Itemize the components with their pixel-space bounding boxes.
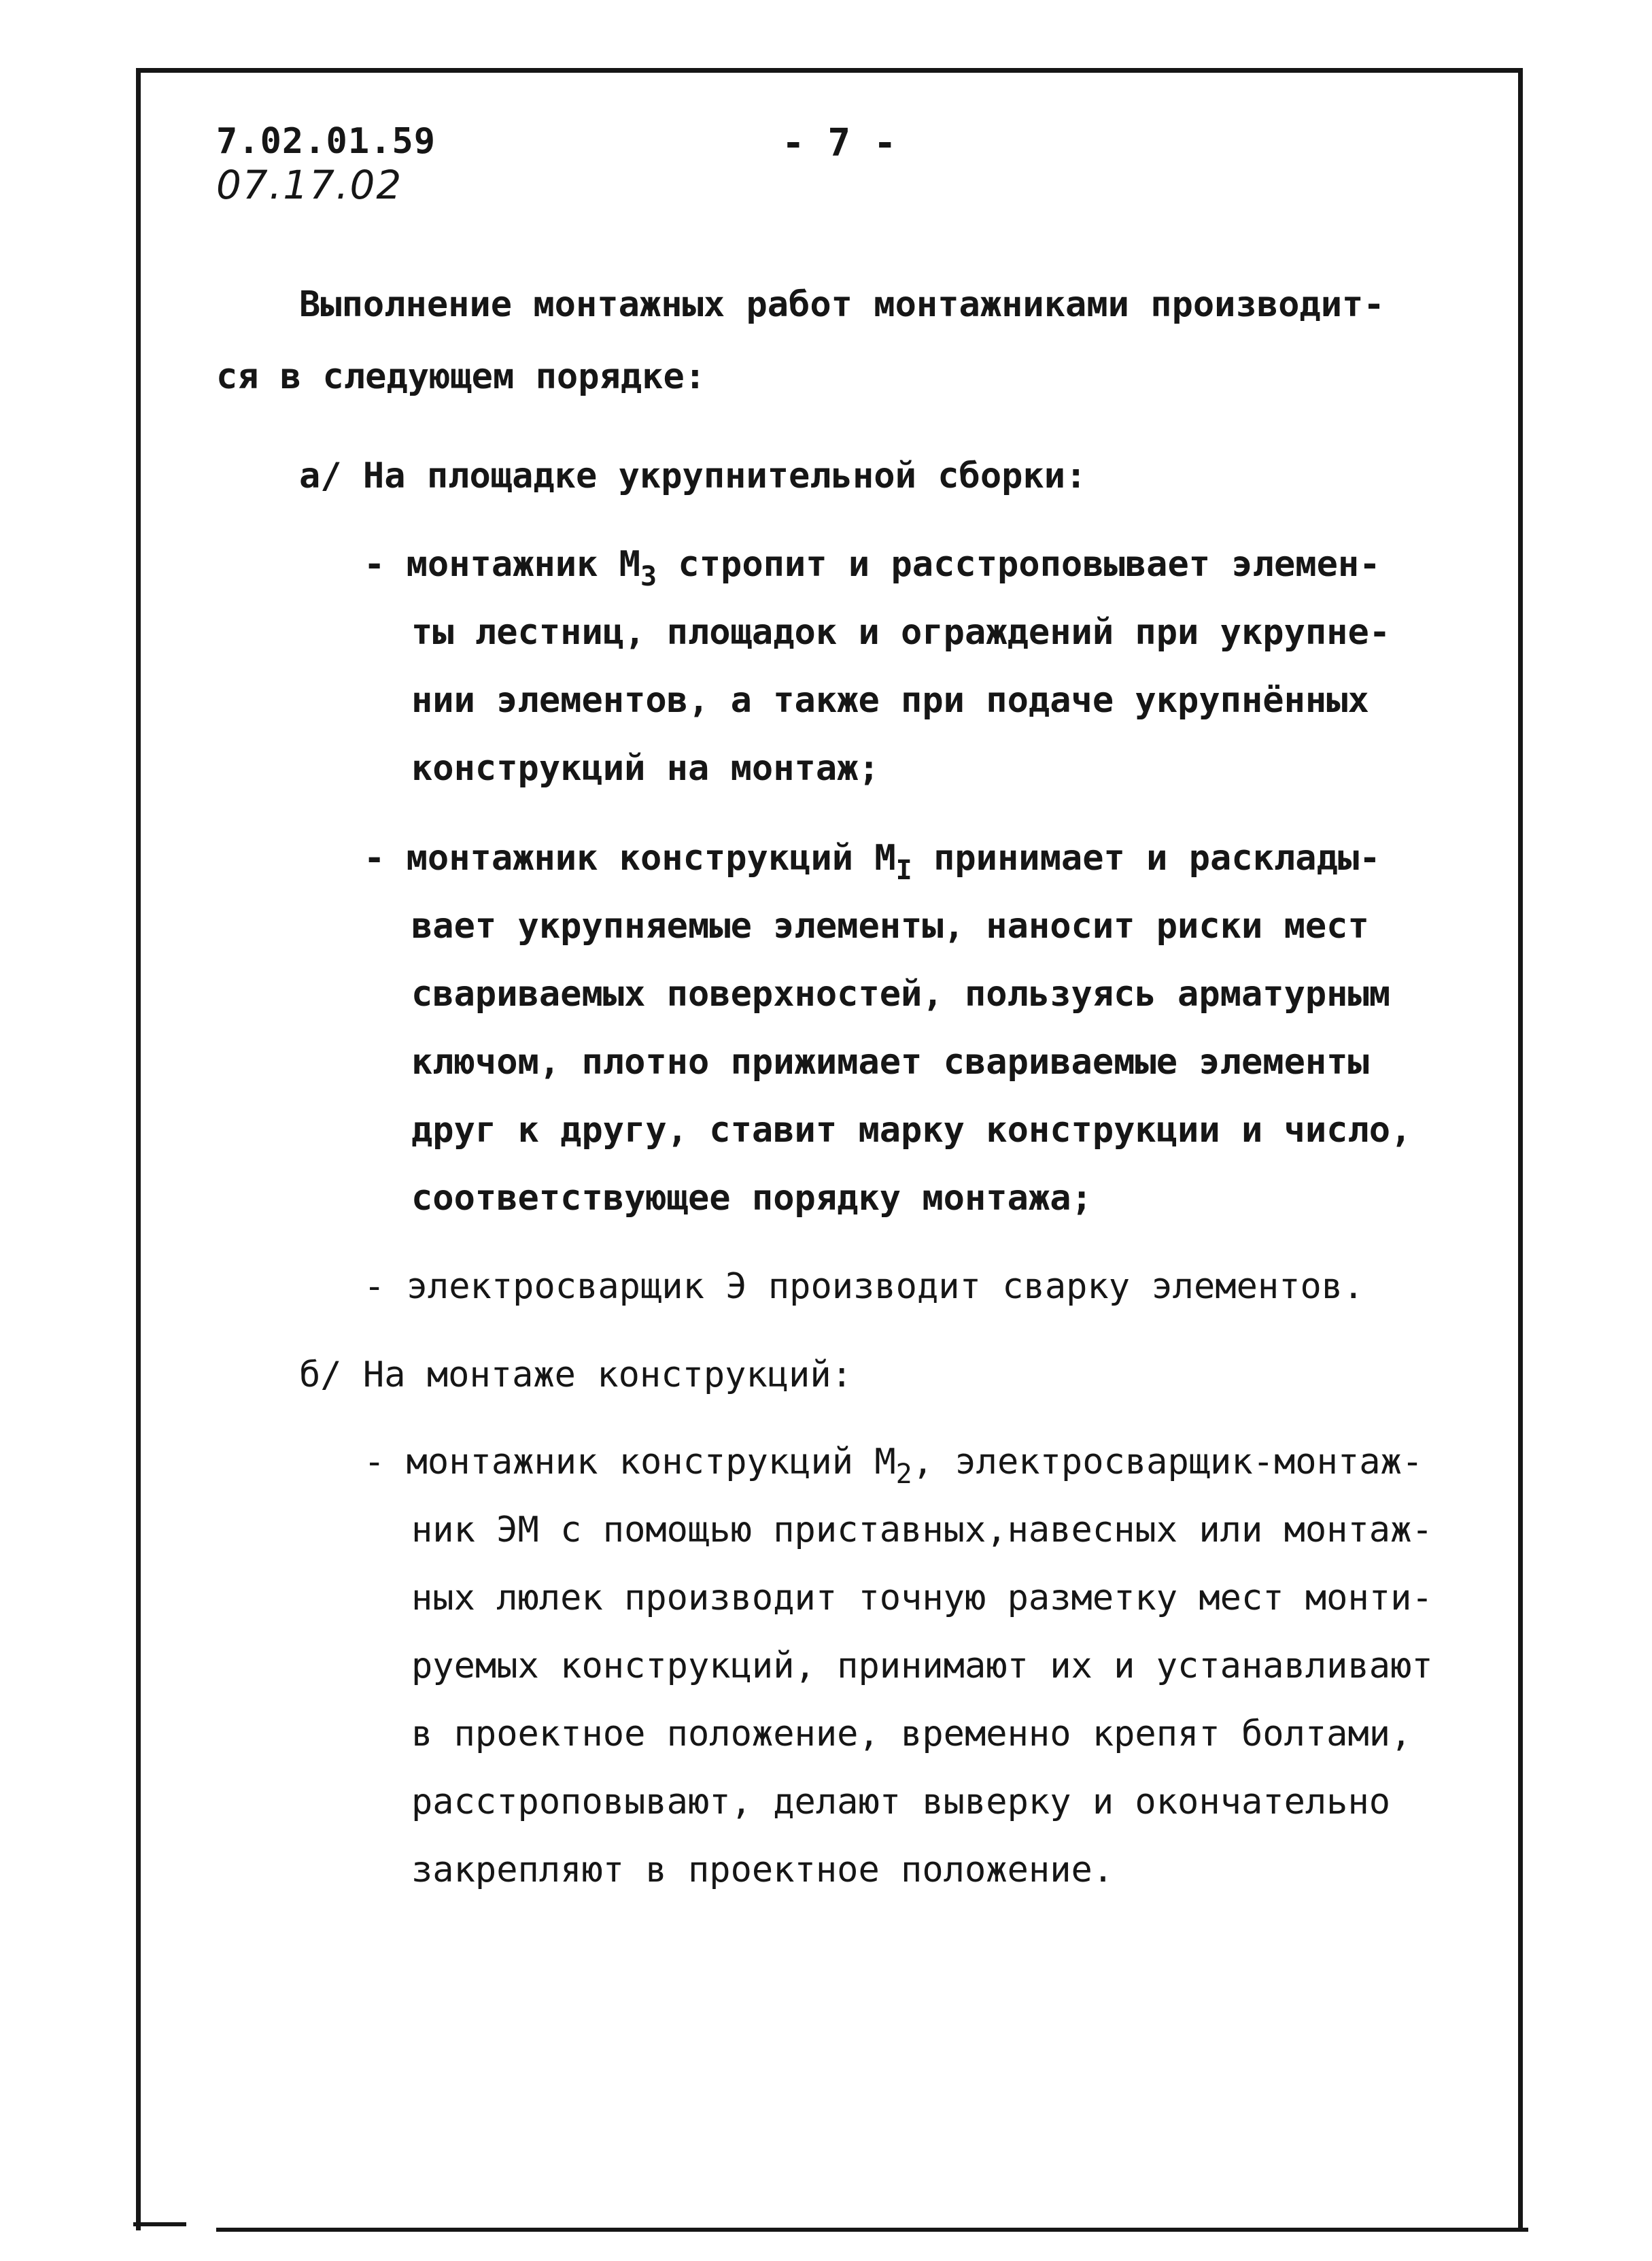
b1-line-1: - монтажник конструкций $М_2$, электросварщик-монтаж- <box>364 1442 1424 1490</box>
a1-line-4: конструкций на монтаж; <box>411 748 880 789</box>
section-a-heading: а/ На площадке укрупнительной сборки: <box>299 456 1087 496</box>
b1-line-4: руемых конструкций, принимают их и устанавливают <box>411 1646 1433 1686</box>
b1-line-6: расстроповывают, делают выверку и окончательно <box>411 1782 1391 1822</box>
a2-line-1: - монтажник конструкций $М_I$ принимает и расклады- <box>364 838 1381 886</box>
intro-line-1: Выполнение монтажных работ монтажниками производит- <box>299 284 1385 325</box>
a1-line-1: - монтажник $М_3$ стропит и расстроповывает элемен- <box>364 544 1381 592</box>
a1-line-2: ты лестниц, площадок и ограждений при укрупне- <box>411 612 1391 653</box>
b1-line-5: в проектное положение, временно крепят болтами, <box>411 1714 1412 1754</box>
b1-line-3: ных люлек производит точную разметку мест монти- <box>411 1578 1433 1618</box>
document-code: 7.02.01.59 <box>216 121 436 162</box>
page-number: - 7 - <box>782 121 897 165</box>
section-b-heading: б/ На монтаже конструкций: <box>299 1355 853 1395</box>
a3-line-1: - электросварщик Э производит сварку элементов. <box>364 1266 1364 1307</box>
intro-line-2: ся в следующем порядке: <box>216 356 706 397</box>
bottom-rule-right <box>216 2228 1528 2232</box>
a2-line-3: свариваемых поверхностей, пользуясь арматурным <box>411 974 1391 1015</box>
handwritten-code: 07.17.02 <box>216 162 403 208</box>
bottom-rule-left <box>133 2222 186 2226</box>
a2-line-5: друг к другу, ставит марку конструкции и число, <box>411 1110 1412 1151</box>
b1-line-2: ник ЭМ с помощью приставных,навесных или монтаж- <box>411 1510 1433 1550</box>
a2-line-2: вает укрупняемые элементы, наносит риски мест <box>411 906 1369 947</box>
a1-line-3: нии элементов, а также при подаче укрупнённых <box>411 680 1369 721</box>
a2-line-6: соответствующее порядку монтажа; <box>411 1178 1092 1219</box>
a2-line-4: ключом, плотно прижимает свариваемые элементы <box>411 1042 1369 1083</box>
b1-line-7: закрепляют в проектное положение. <box>411 1850 1114 1890</box>
